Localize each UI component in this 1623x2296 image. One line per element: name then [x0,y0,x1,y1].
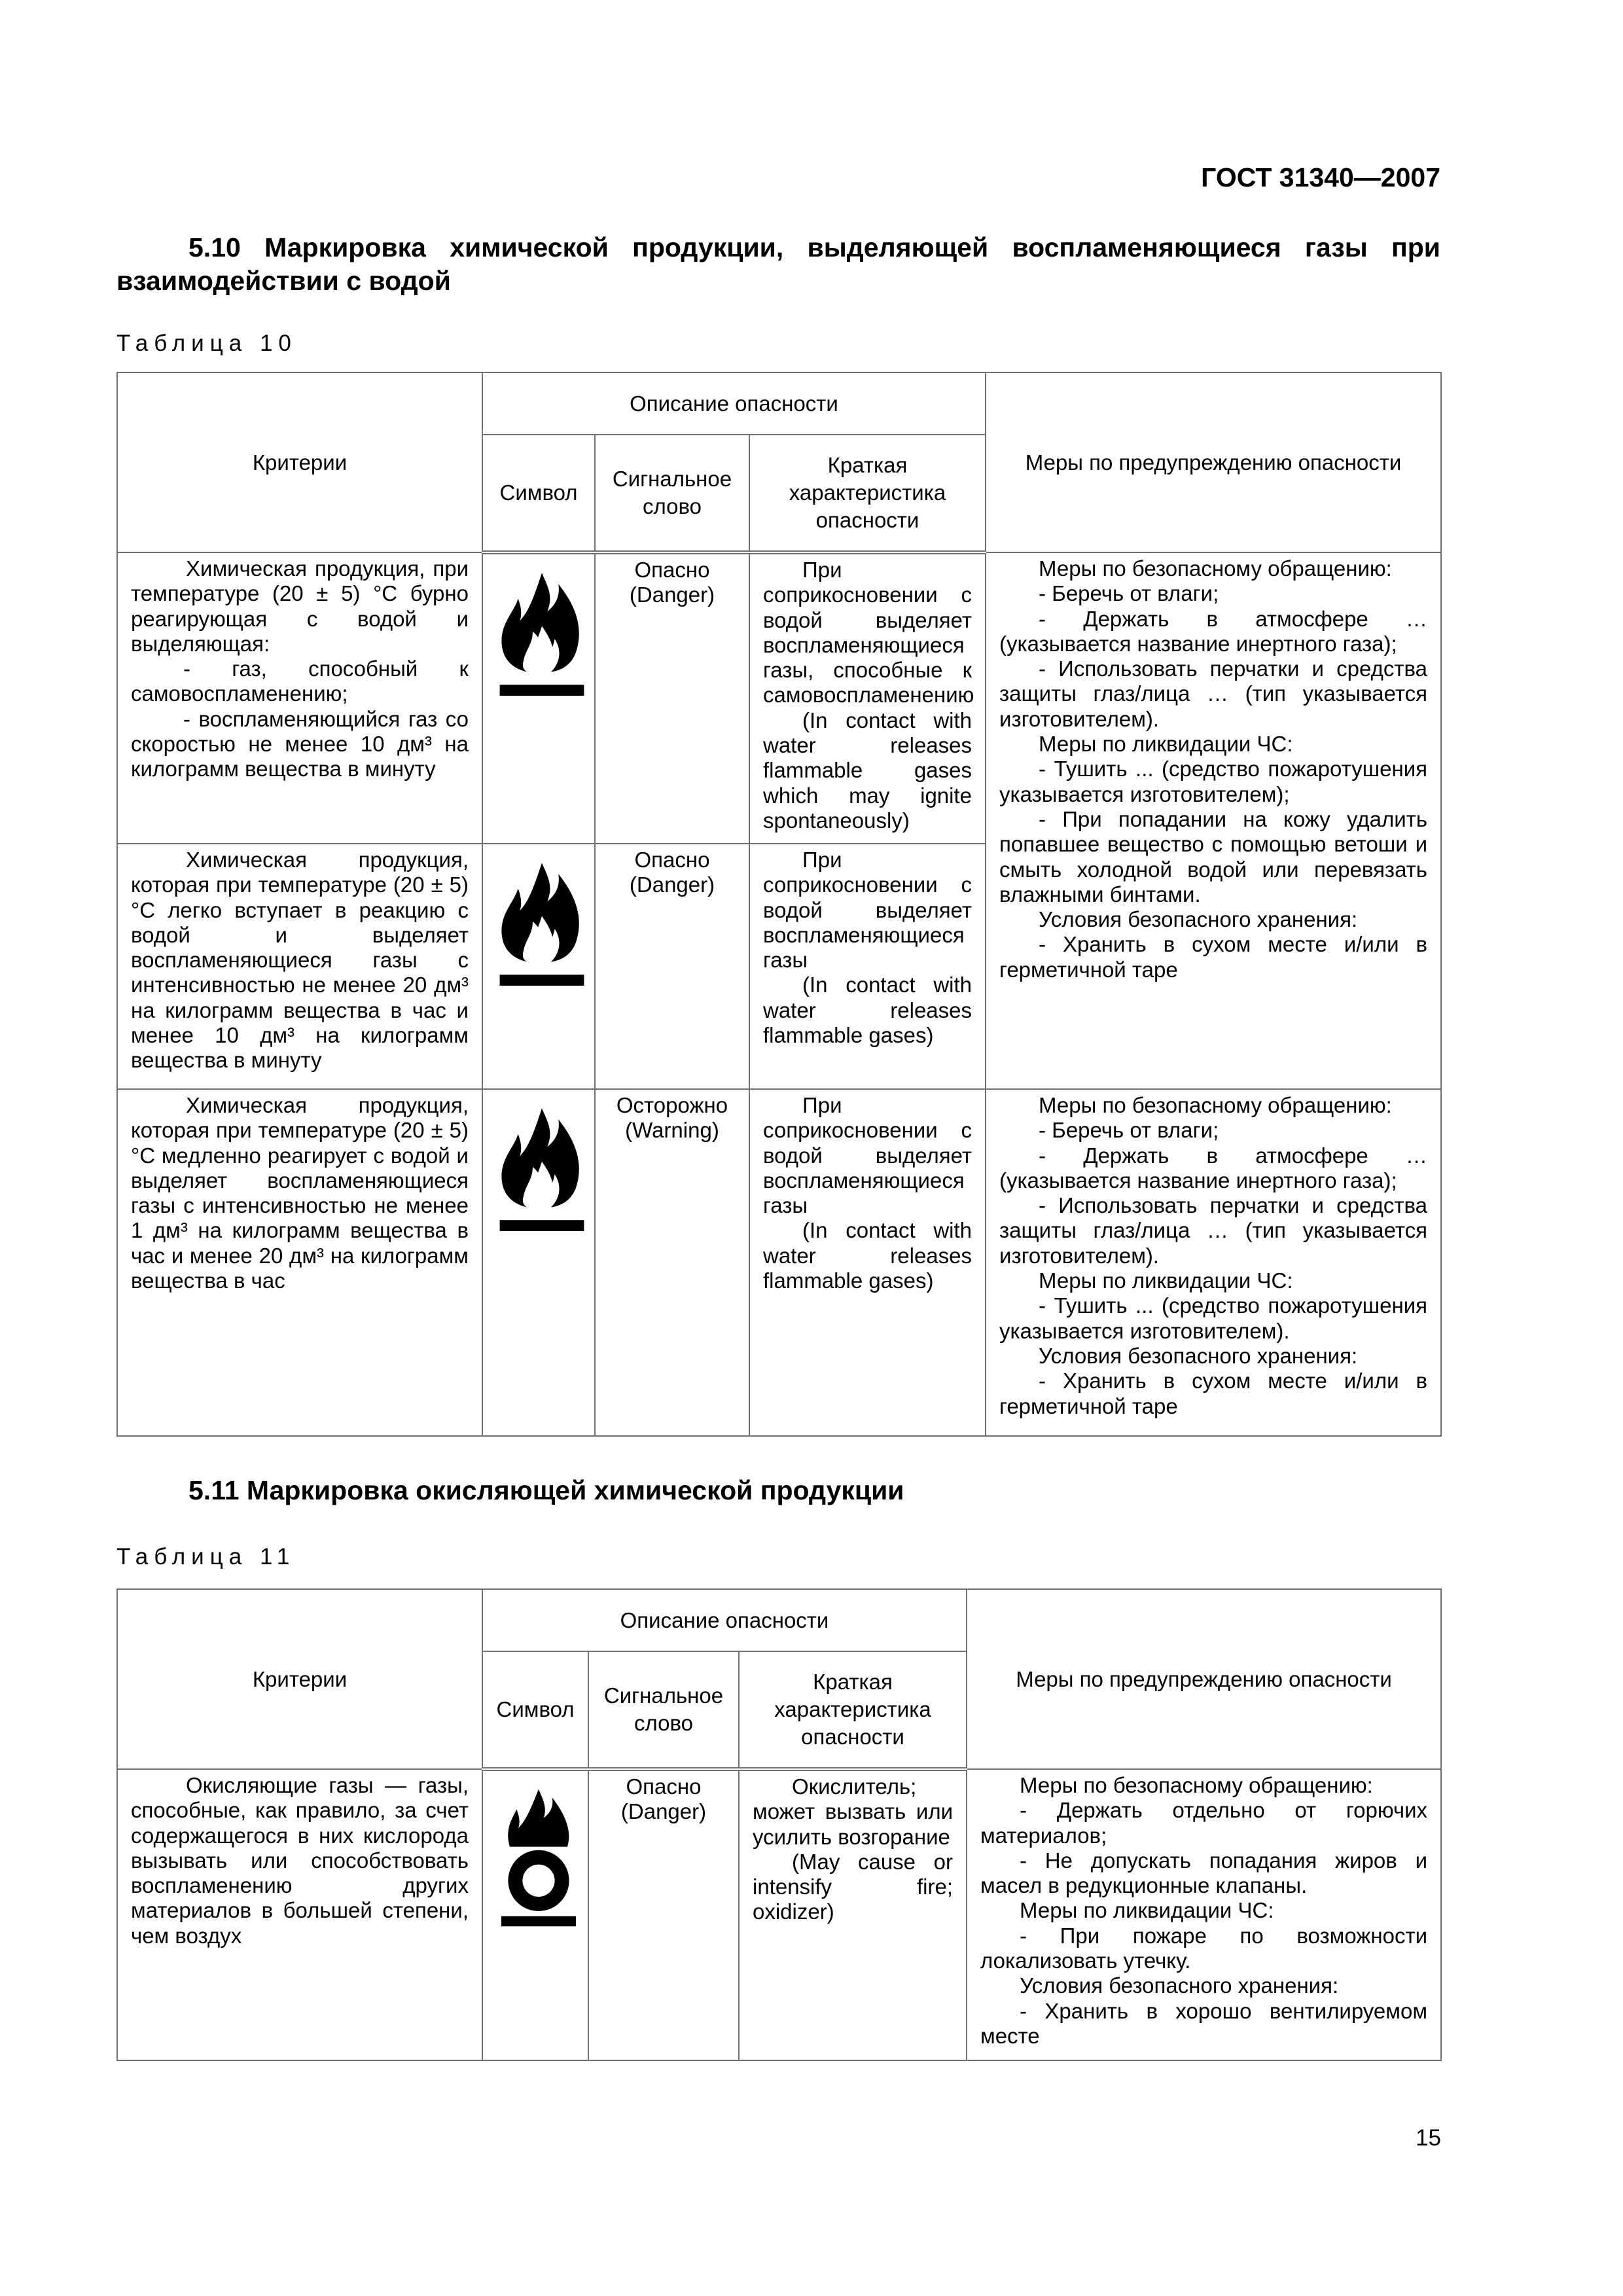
description-en: (In contact with water releases flammable gases which may ignite spontaneously) [763,708,972,833]
symbol-cell [482,552,595,844]
measures-line: - Хранить в сухом месте и/или в герметичной таре [999,1369,1428,1418]
measures-line: - Использовать перчатки и средства защиты глаз/лица … (тип указывается изготовителем). [999,656,1428,731]
symbol-cell [482,1769,588,2060]
measures-line: - Использовать перчатки и средства защиты глаз/лица … (тип указывается изготовителем). [999,1193,1428,1268]
section-heading-5-11: 5.11 Маркировка окисляющей химической продукции [188,1475,904,1505]
measures-line: - Беречь от влаги; [1039,1118,1219,1143]
measures-line: - При пожаре по возможности локализовать утечку. [980,1923,1428,1973]
criteria-text: Химическая продукция, при температуре (20 ± 5) °С бурно реагирующая с водой и выделяющая: [131,556,469,656]
measures-line: Меры по ликвидации ЧС: [1039,732,1293,757]
criteria-cell [117,1089,482,1436]
table-row [117,1769,1441,2060]
header-criteria: Критерии [117,1589,482,1769]
flame-icon [496,571,588,702]
header-short-characteristic: Краткая характеристика опасности [739,1651,967,1769]
measures-line: Меры по безопасному обращению: [1039,556,1392,581]
criteria-item: - воспламеняющийся газ со скоростью не менее 10 дм³ на килограмм вещества в минуту [131,706,469,781]
hazard-description-cell [749,1089,986,1436]
measures-line: Меры по ликвидации ЧС: [1020,1898,1274,1923]
criteria-cell [117,844,482,1089]
flame-over-circle-icon [496,1787,581,1931]
signal-word-cell: Осторожно (Warning) [595,1089,749,1436]
description-ru: При соприкосновении с водой выделяет воспламеняющиеся газы [763,1093,972,1218]
measures-line: - Держать в атмосфере … (указывается название инертного газа); [999,1143,1428,1193]
measures-line: - Тушить ... (средство пожаротушения указывается изготовителем). [999,1293,1428,1343]
measures-cell [986,552,1441,1089]
measures-line: - Хранить в хорошо вентилируемом месте [980,1998,1428,2048]
header-measures: Меры по предупреждению опасности [986,372,1441,552]
measures-line: Условия безопасного хранения: [1039,907,1358,932]
measures-line: Меры по ликвидации ЧС: [1039,1268,1293,1293]
measures-line: Меры по безопасному обращению: [1020,1773,1373,1797]
measures-line: Условия безопасного хранения: [1020,1973,1339,1998]
measures-cell [986,1089,1441,1436]
flame-icon [496,861,588,992]
description-en: (In contact with water releases flammable gases) [763,1218,972,1293]
symbol-cell [482,1089,595,1436]
section-heading-5-10: 5.10 Маркировка химической продукции, выделяющей воспламеняющиеся газы при взаимодействии с водой [116,232,1440,296]
measures-line: - Держать в атмосфере … (указывается название инертного газа); [999,606,1428,656]
criteria-cell [117,1769,482,2060]
description-en: (May cause or intensify fire; oxidizer) [753,1849,954,1924]
description-ru: При соприкосновении с водой выделяет воспламеняющиеся газы [763,848,972,973]
header-hazard-description: Описание опасности [482,372,986,435]
description-ru: При соприкосновении с водой выделяет воспламеняющиеся газы, способные к самовоспламенению [763,558,974,708]
header-symbol: Символ [482,1651,588,1769]
header-signal-word: Сигнальное слово [588,1651,739,1769]
header-criteria: Критерии [117,372,482,552]
hazard-description-cell [739,1769,967,2060]
page-number: 15 [1416,2125,1441,2151]
header-symbol: Символ [482,435,595,552]
criteria-text: Окисляющие газы — газы, способные, как правило, за счет содержащегося в них кислорода вызывать или способствовать воспламенению других материалов в большей степени, чем воздух [131,1773,469,1948]
header-short-characteristic: Краткая характеристика опасности [749,435,986,552]
measures-line: - Беречь от влаги; [1039,581,1219,606]
table-row [117,1089,1441,1436]
criteria-item: - газ, способный к самовоспламенению; [131,656,469,706]
criteria-cell [117,552,482,844]
signal-word-cell: Опасно (Danger) [595,552,749,844]
hazard-description-cell [749,552,986,844]
measures-line: - Тушить ... (средство пожаротушения указывается изготовителем); [999,757,1428,806]
measures-line: Условия безопасного хранения: [1039,1343,1358,1368]
description-ru: Окислитель; может вызвать или усилить возгорание [753,1774,954,1849]
criteria-text: Химическая продукция, которая при температуре (20 ± 5) °С медленно реагирует с водой и выделяет воспламеняющиеся газы с интенсивностью не менее 1 дм³ на килограмм вещества в час и менее 20 дм³ на килограмм вещества в час [131,1093,469,1293]
table-10 [116,372,1442,1437]
table-row [117,552,1441,844]
measures-line: - При попадании на кожу удалить попавшее вещество с помощью ветоши и смыть холодной водой или перевязать влажными бинтами. [999,806,1428,906]
header-hazard-description: Описание опасности [482,1589,967,1651]
description-en: (In contact with water releases flammable gases) [763,973,972,1048]
document-code: ГОСТ 31340—2007 [1201,162,1440,192]
signal-word-cell: Опасно (Danger) [588,1769,739,2060]
measures-line: - Не допускать попадания жиров и масел в редукционные клапаны. [980,1848,1428,1898]
measures-line: Меры по безопасному обращению: [1039,1093,1392,1117]
signal-word-cell: Опасно (Danger) [595,844,749,1089]
symbol-cell [482,844,595,1089]
criteria-text: Химическая продукция, которая при температуре (20 ± 5) °С легко вступает в реакцию с водой и выделяет воспламеняющиеся газы с интенсивностью не менее 20 дм³ на килограмм вещества в час и менее 10 дм³ на килограмм вещества в минуту [131,848,469,1073]
hazard-description-cell [749,844,986,1089]
measures-line: - Держать отдельно от горючих материалов; [980,1798,1428,1848]
table-11 [116,1588,1442,2061]
table-caption-11: Таблица 11 [116,1544,296,1570]
flame-icon [496,1106,588,1237]
header-signal-word: Сигнальное слово [595,435,749,552]
table-caption-10: Таблица 10 [116,331,297,356]
measures-line: - Хранить в сухом месте и/или в герметичной таре [999,932,1428,982]
measures-cell [967,1769,1441,2060]
header-measures: Меры по предупреждению опасности [967,1589,1441,1769]
